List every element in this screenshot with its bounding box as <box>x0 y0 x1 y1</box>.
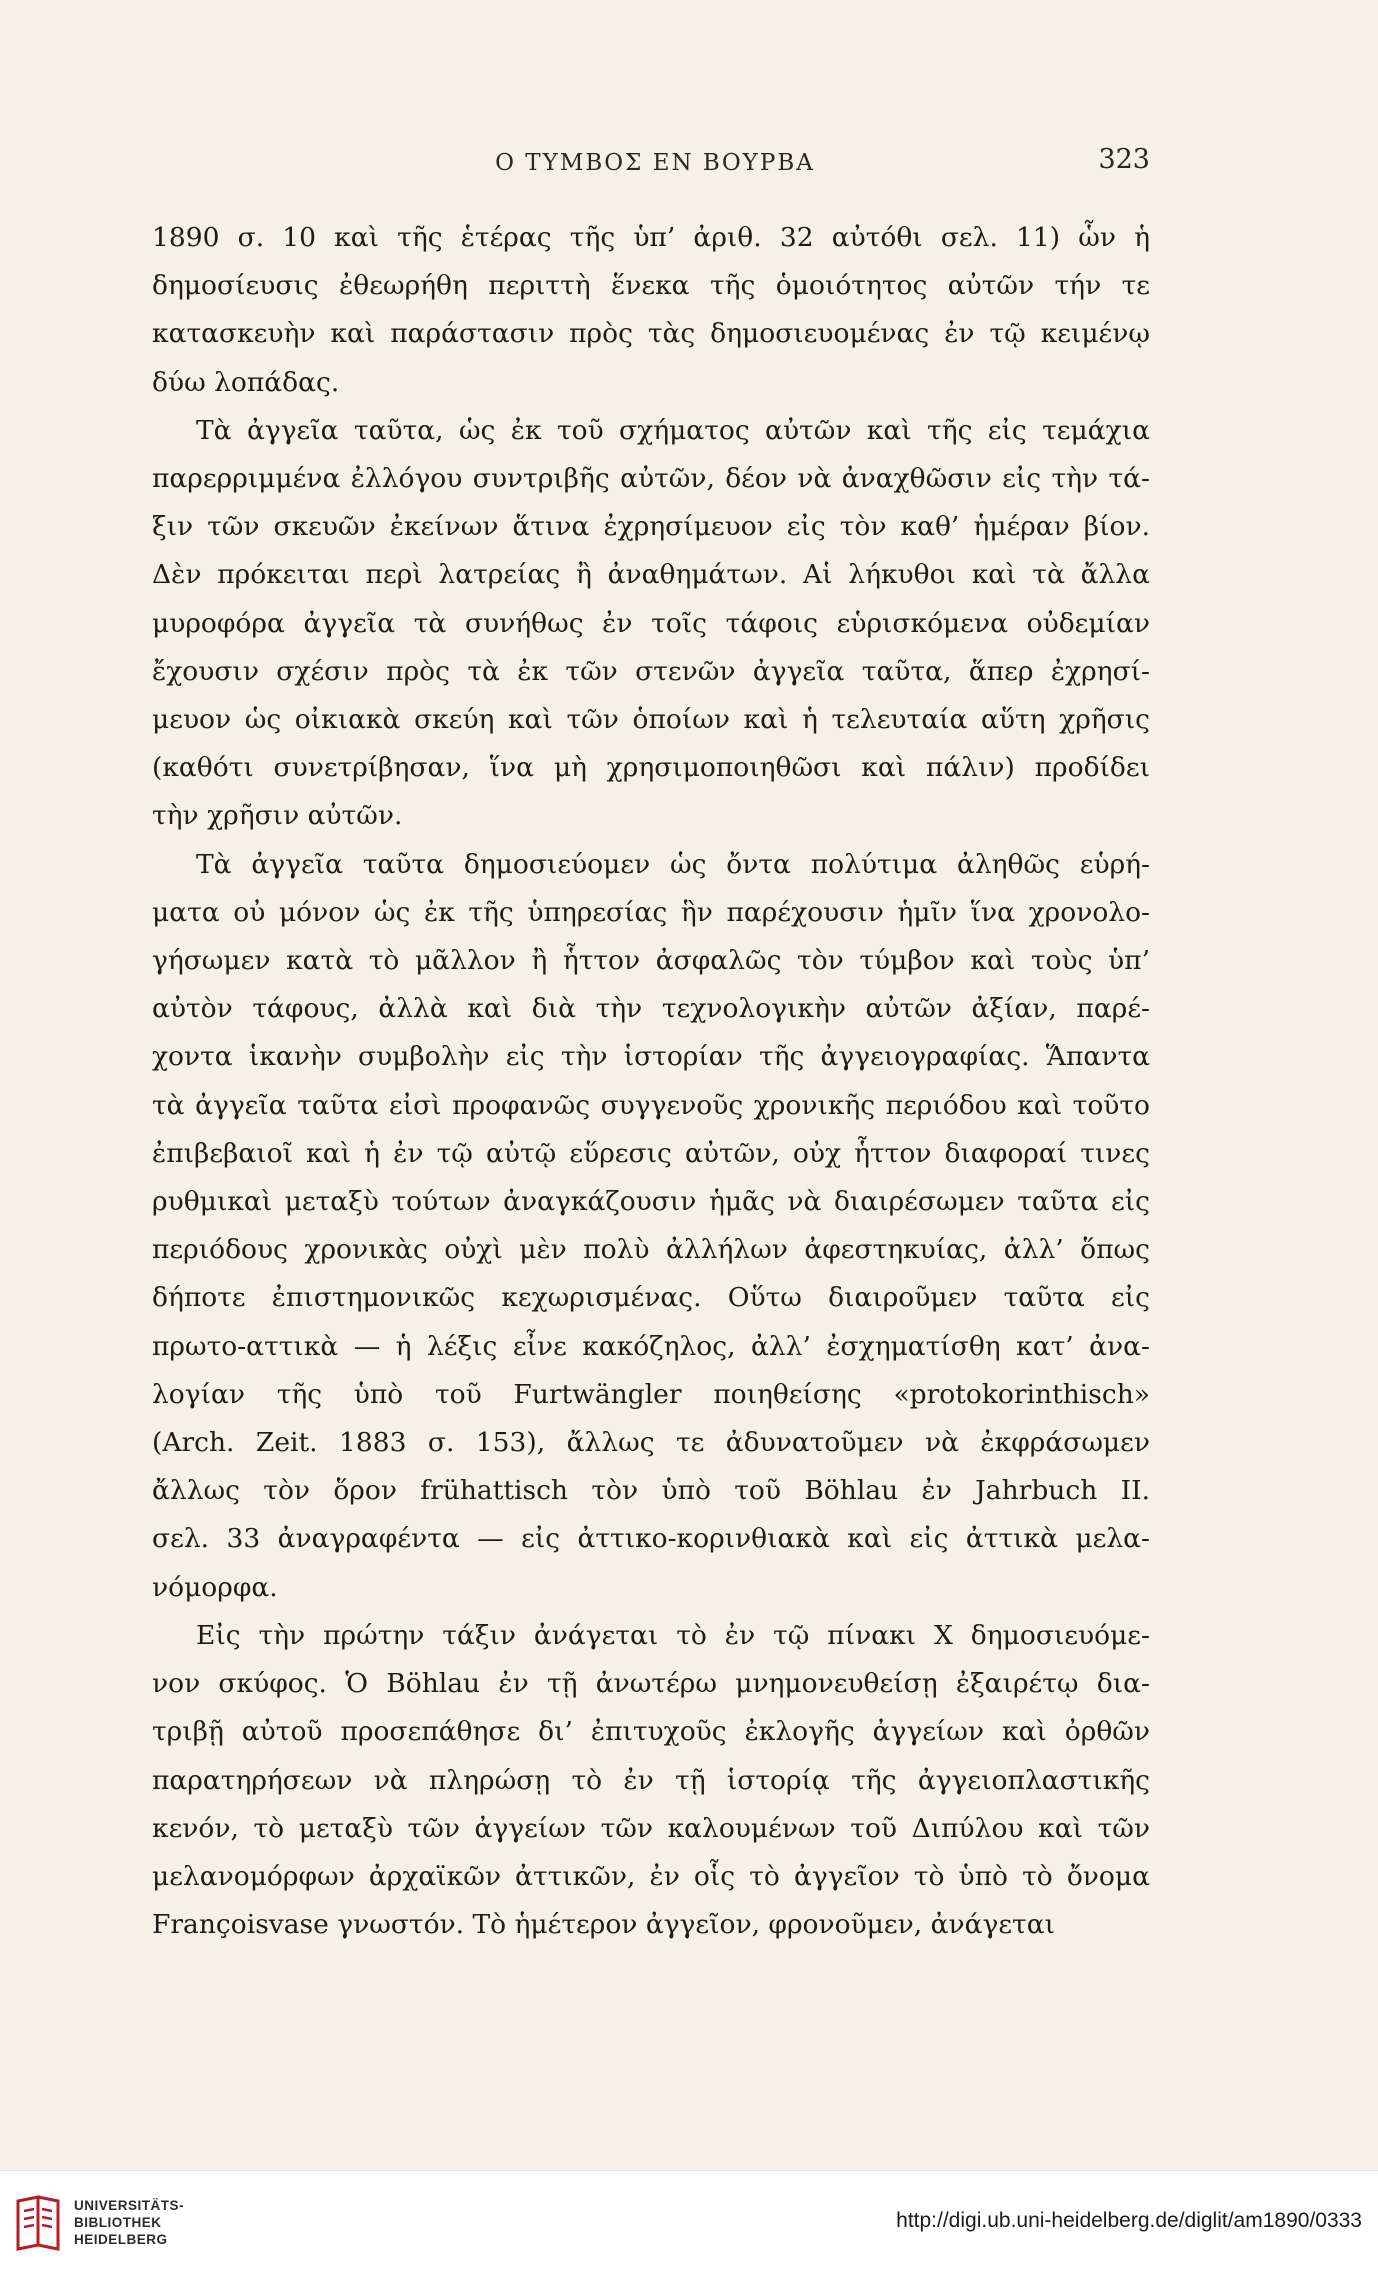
text-line: τὴν χρῆσιν αὐτῶν. <box>152 800 403 832</box>
library-name-line: UNIVERSITÄTS- <box>74 2198 185 2213</box>
library-name-line: HEIDELBERG <box>74 2232 168 2247</box>
paragraph <box>152 1612 1150 1949</box>
text-line: παρερριμμένα ἐλλόγου συντριβῆς αὐτῶν, δέον νὰ ἀναχθῶσιν εἰς τὴν τά- <box>152 463 1150 495</box>
text-line: σελ. 33 ἀναγραφέντα — εἰς ἀττικο-κορινθιακὰ καὶ εἰς ἀττικὰ μελα- <box>152 1523 1150 1555</box>
text-line: τριβῇ αὐτοῦ προσεπάθησε δι’ ἐπιτυχοῦς ἐκλογῆς ἀγγείων καὶ ὀρθῶν <box>152 1716 1150 1748</box>
text-line: ματα οὐ μόνον ὡς ἐκ τῆς ὑπηρεσίας ἣν παρέχουσιν ἡμῖν ἵνα χρονολο- <box>152 896 1150 928</box>
text-line: λογίαν τῆς ὑπὸ τοῦ Furtwängler ποιηθείσης «protokorinthisch» <box>152 1378 1150 1410</box>
text-line: κατασκευὴν καὶ παράστασιν πρὸς τὰς δημοσιευομένας ἐν τῷ κειμένῳ <box>152 318 1150 350</box>
paragraph <box>152 214 1150 407</box>
library-footer <box>0 2170 1378 2279</box>
text-line: μευον ὡς οἰκιακὰ σκεύη καὶ τῶν ὁποίων καὶ ἡ τελευταία αὕτη χρῆσις <box>152 704 1150 736</box>
page-header <box>160 144 1150 190</box>
paragraph <box>152 407 1150 841</box>
text-line: (καθότι συνετρίβησαν, ἵνα μὴ χρησιμοποιηθῶσι καὶ πάλιν) προδίδει <box>152 752 1150 784</box>
text-line: ρυθμικαὶ μεταξὺ τούτων ἀναγκάζουσιν ἡμᾶς νὰ διαιρέσωμεν ταῦτα εἰς <box>152 1186 1150 1218</box>
library-name-line: BIBLIOTHEK <box>74 2215 162 2230</box>
page-number: 323 <box>1098 144 1150 175</box>
text-line: νόμορφα. <box>152 1571 278 1603</box>
text-line: κενόν, τὸ μεταξὺ τῶν ἀγγείων τῶν καλουμένων τοῦ Διπύλου καὶ τῶν <box>152 1812 1150 1844</box>
text-line: 1890 σ. 10 καὶ τῆς ἑτέρας τῆς ὑπ’ ἀριθ. 32 αὐτόθι σελ. 11) ὧν ἡ <box>152 222 1150 253</box>
permalink[interactable]: http://digi.ub.uni-heidelberg.de/diglit/am1890/0333 <box>896 2209 1362 2232</box>
text-line: Εἰς τὴν πρώτην τάξιν ἀνάγεται τὸ ἐν τῷ πίνακι X δημοσιευόμε- <box>196 1619 1150 1651</box>
text-line: δημοσίευσις ἐθεωρήθη περιττὴ ἕνεκα τῆς ὁμοιότητος αὐτῶν τήν τε <box>152 270 1150 302</box>
text-line: γήσωμεν κατὰ τὸ μᾶλλον ἢ ἧττον ἀσφαλῶς τὸν τύμβον καὶ τοὺς ὑπ’ <box>152 945 1150 977</box>
text-line: μυροφόρα ἀγγεῖα τὰ συνήθως ἐν τοῖς τάφοις εὑρισκόμενα οὐδεμίαν <box>152 607 1150 639</box>
running-title: Ο ΤΥΜΒΟΣ ΕΝ ΒΟΥΡΒΑ <box>495 150 815 176</box>
body-text <box>152 214 1150 1949</box>
text-line: αὐτὸν τάφους, ἀλλὰ καὶ διὰ τὴν τεχνολογικὴν αὐτῶν ἀξίαν, παρέ- <box>152 993 1150 1025</box>
text-line: ἐπιβεβαιοῖ καὶ ἡ ἐν τῷ αὐτῷ εὕρεσις αὐτῶν, οὐχ ἧττον διαφοραί τινες <box>152 1137 1150 1169</box>
library-logo-icon <box>14 2195 62 2251</box>
text-line: (Arch. Zeit. 1883 σ. 153), ἄλλως τε ἀδυνατοῦμεν νὰ ἐκφράσωμεν <box>152 1427 1150 1459</box>
text-line: δύω λοπάδας. <box>152 366 340 398</box>
text-line: χοντα ἱκανὴν συμβολὴν εἰς τὴν ἱστορίαν τῆς ἀγγειογραφίας. Ἅπαντα <box>152 1041 1150 1073</box>
text-line: δήποτε ἐπιστημονικῶς κεχωρισμένας. Οὕτω διαιροῦμεν ταῦτα εἰς <box>152 1282 1150 1314</box>
text-line: τὰ ἀγγεῖα ταῦτα εἰσὶ προφανῶς συγγενοῦς χρονικῆς περιόδου καὶ τοῦτο <box>152 1089 1150 1121</box>
text-line: νον σκύφος. Ὁ Böhlau ἐν τῇ ἀνωτέρω μνημονευθείσῃ ἐξαιρέτῳ δια- <box>152 1668 1150 1700</box>
text-line: Δὲν πρόκειται περὶ λατρείας ἢ ἀναθημάτων. Αἱ λήκυθοι καὶ τὰ ἄλλα <box>152 559 1150 591</box>
library-name <box>74 2197 184 2248</box>
text-line: ἔχουσιν σχέσιν πρὸς τὰ ἐκ τῶν στενῶν ἀγγεῖα ταῦτα, ἅπερ ἐχρησί- <box>152 655 1150 687</box>
text-line: Françoisvase γνωστόν. Τὸ ἡμέτερον ἀγγεῖον, φρονοῦμεν, ἀνάγεται <box>152 1909 1056 1941</box>
text-line: ξιν τῶν σκευῶν ἐκείνων ἅτινα ἐχρησίμευον εἰς τὸν καθ’ ἡμέραν βίον. <box>152 511 1150 543</box>
text-line: παρατηρήσεων νὰ πληρώσῃ τὸ ἐν τῇ ἱστορίᾳ τῆς ἀγγειοπλαστικῆς <box>152 1764 1150 1796</box>
text-line: Τὰ ἀγγεῖα ταῦτα, ὡς ἐκ τοῦ σχήματος αὐτῶν καὶ τῆς εἰς τεμάχια <box>196 414 1150 446</box>
paragraph <box>152 841 1150 1612</box>
text-line: περιόδους χρονικὰς οὐχὶ μὲν πολὺ ἀλλήλων ἀφεστηκυίας, ἀλλ’ ὅπως <box>152 1234 1150 1266</box>
text-line: ἄλλως τὸν ὅρον frühattisch τὸν ὑπὸ τοῦ Böhlau ἐν Jahrbuch II. <box>152 1475 1150 1507</box>
text-line: πρωτο-αττικὰ — ἡ λέξις εἶνε κακόζηλος, ἀλλ’ ἐσχηματίσθη κατ’ ἀνα- <box>152 1330 1150 1362</box>
text-line: μελανομόρφων ἀρχαϊκῶν ἀττικῶν, ἐν οἷς τὸ ἀγγεῖον τὸ ὑπὸ τὸ ὄνομα <box>152 1860 1150 1892</box>
text-line: Τὰ ἀγγεῖα ταῦτα δημοσιεύομεν ὡς ὄντα πολύτιμα ἀληθῶς εὑρή- <box>196 848 1150 880</box>
